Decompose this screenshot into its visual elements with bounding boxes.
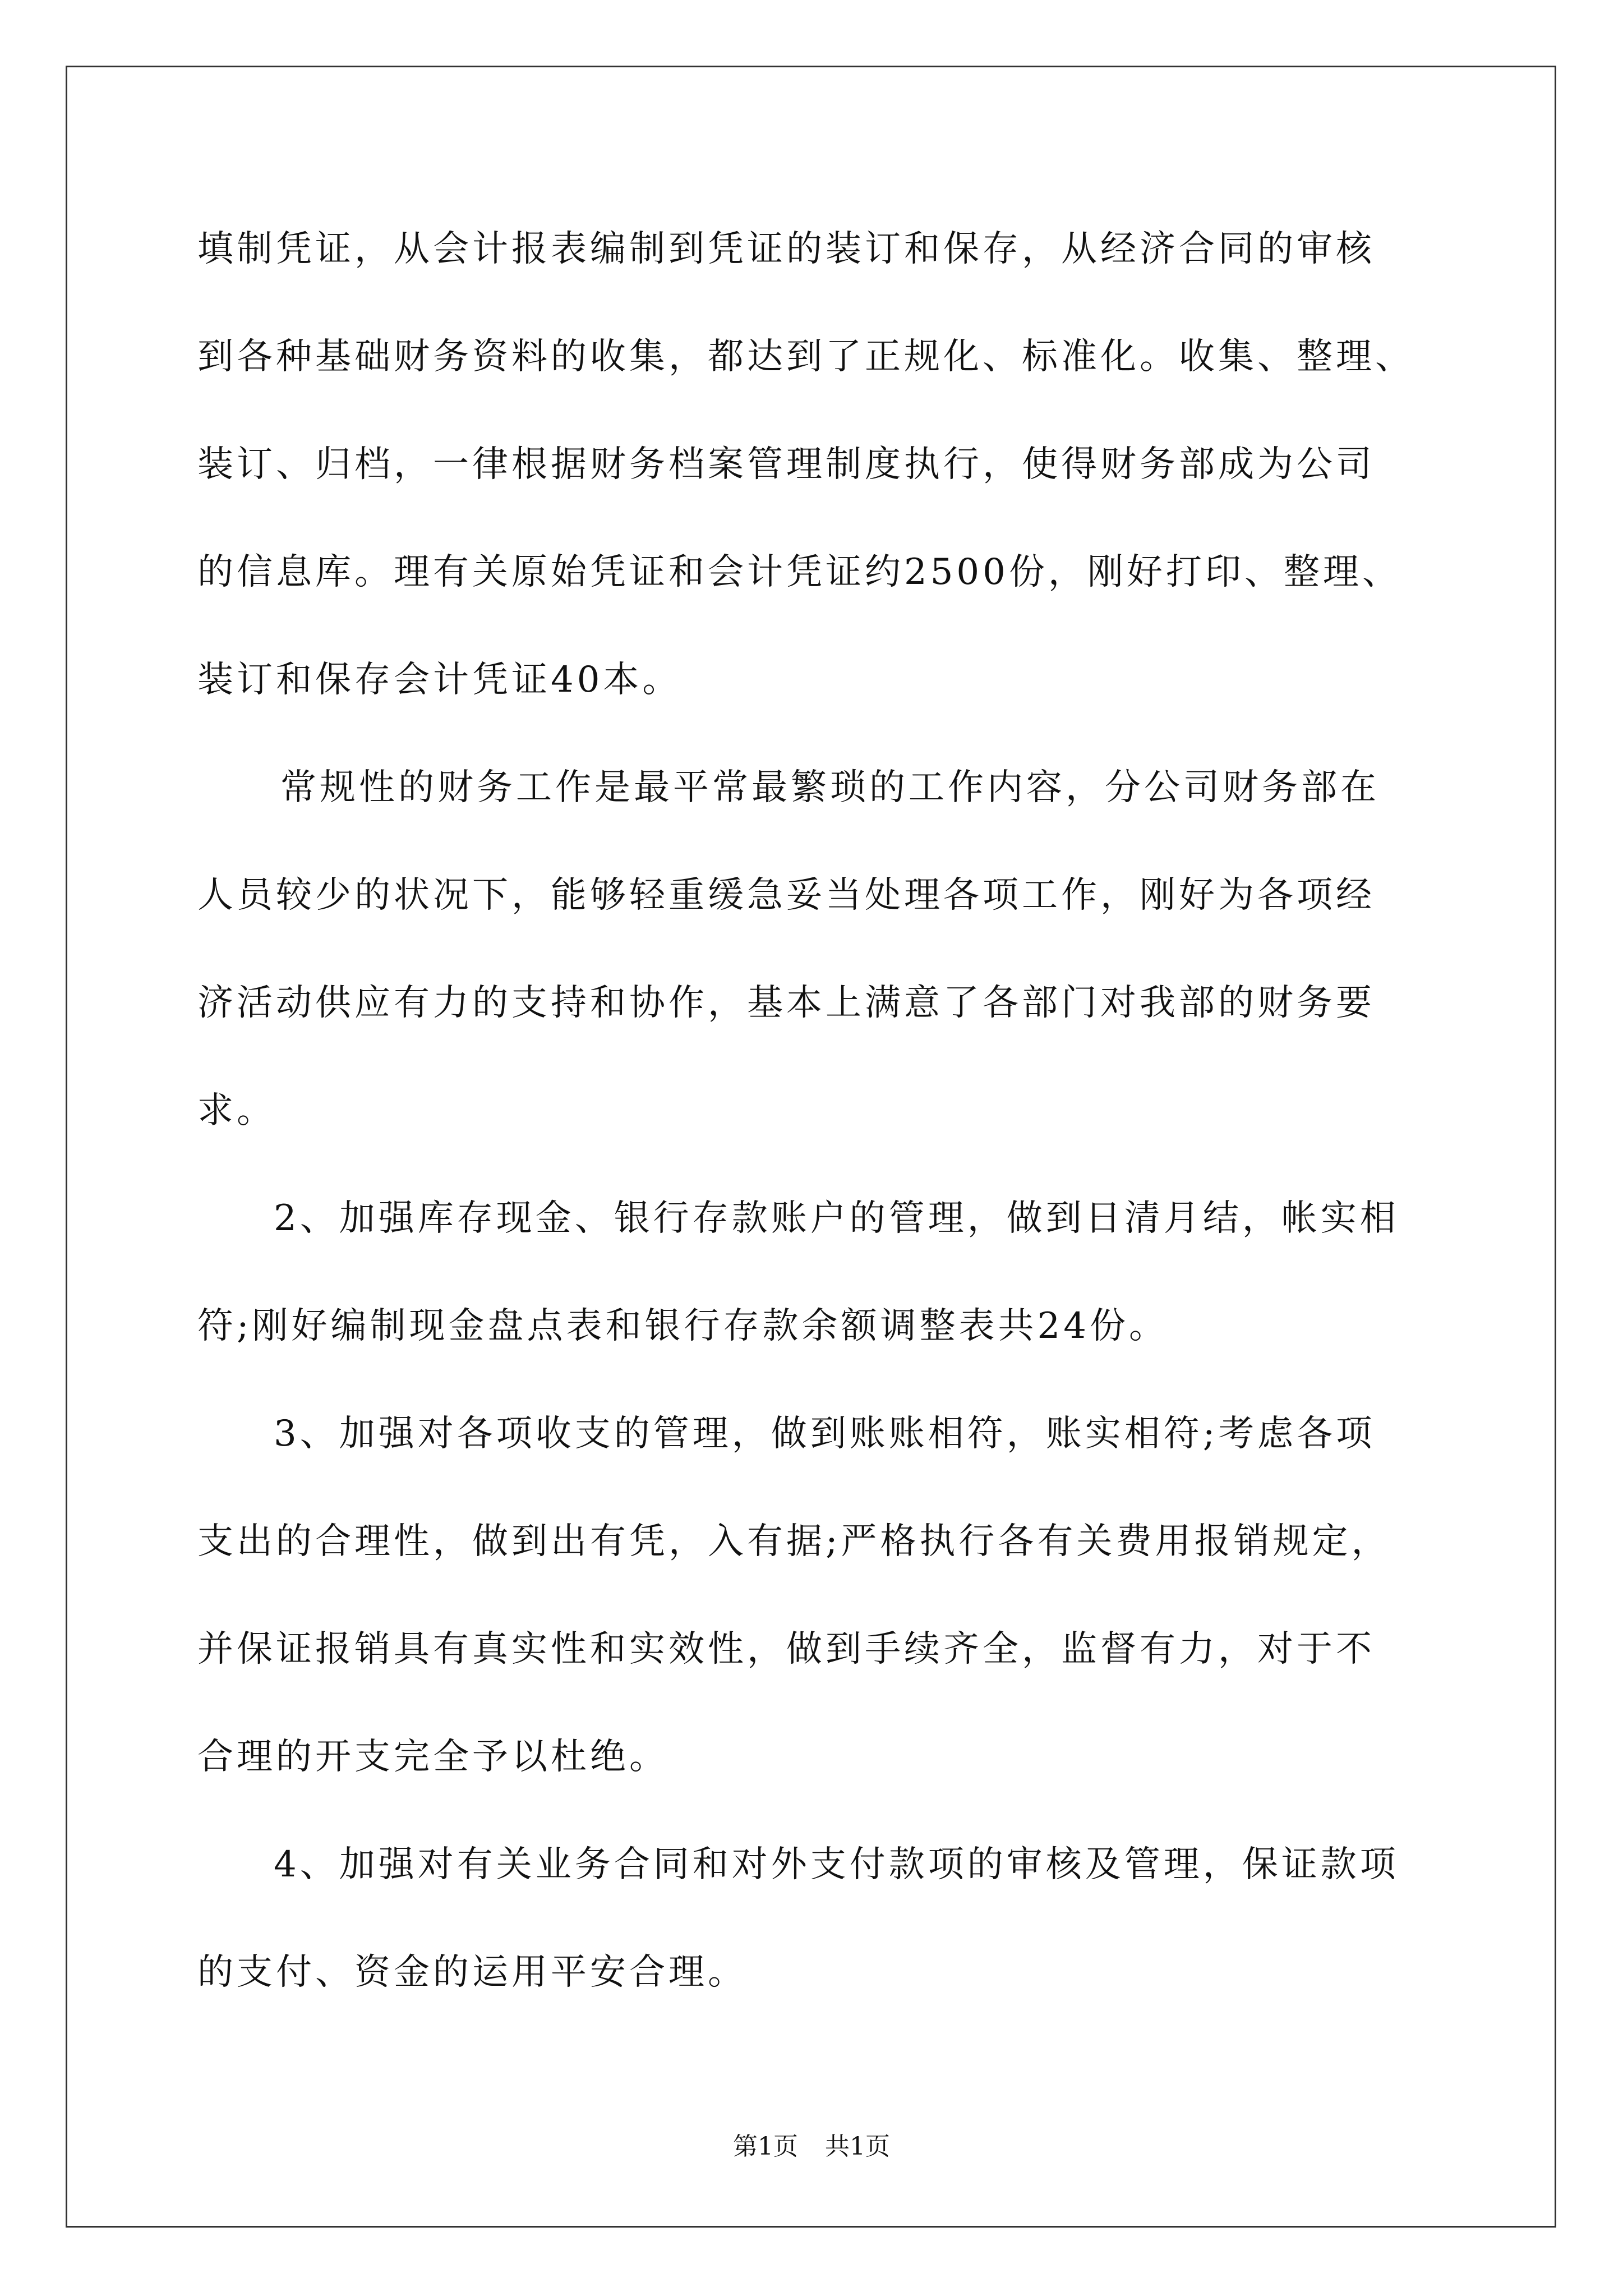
paragraph-start-line: 4、加强对有关业务合同和对外支付款项的审核及管理，保证款项 [274,1844,1399,1885]
paragraph-start-line: 3、加强对各项收支的管理，做到账账相符，账实相符;考虑各项 [274,1413,1376,1455]
text-line: 符;刚好编制现金盘点表和银行存款余额调整表共24份。 [197,1305,1168,1347]
text-line: 支出的合理性，做到出有凭，入有据;严格执行各有关费用报销规定， [197,1521,1391,1562]
text-line: 人员较少的状况下，能够轻重缓急妥当处理各项工作，刚好为各项经 [197,875,1375,916]
paragraph-start-line: 常规性的财务工作是最平常最繁琐的工作内容，分公司财务部在 [280,767,1380,808]
text-line: 合理的开支完全予以杜绝。 [197,1736,668,1778]
text-line: 的信息库。理有关原始凭证和会计凭证约2500份，刚好打印、整理、 [197,551,1401,593]
page-border [66,66,1556,2228]
text-line: 到各种基础财务资料的收集，都达到了正规化、标准化。收集、整理、 [197,336,1414,378]
text-line: 装订和保存会计凭证40本。 [197,659,682,701]
text-line: 并保证报销具有真实性和实效性，做到手续齐全，监督有力，对于不 [197,1628,1375,1670]
text-line: 济活动供应有力的支持和协作，基本上满意了各部门对我部的财务要 [197,982,1375,1024]
text-line: 装订、归档，一律根据财务档案管理制度执行，使得财务部成为公司 [197,444,1375,485]
page-count: 共1页 [825,2132,890,2161]
page-footer [0,2134,1623,2159]
text-line: 填制凭证，从会计报表编制到凭证的装订和保存，从经济合同的审核 [197,228,1375,270]
text-line: 的支付、资金的运用平安合理。 [197,1952,747,1993]
paragraph-start-line: 2、加强库存现金、银行存款账户的管理，做到日清月结，帐实相 [274,1198,1399,1239]
text-line: 求。 [197,1090,276,1131]
page-number: 第1页 [733,2132,798,2161]
